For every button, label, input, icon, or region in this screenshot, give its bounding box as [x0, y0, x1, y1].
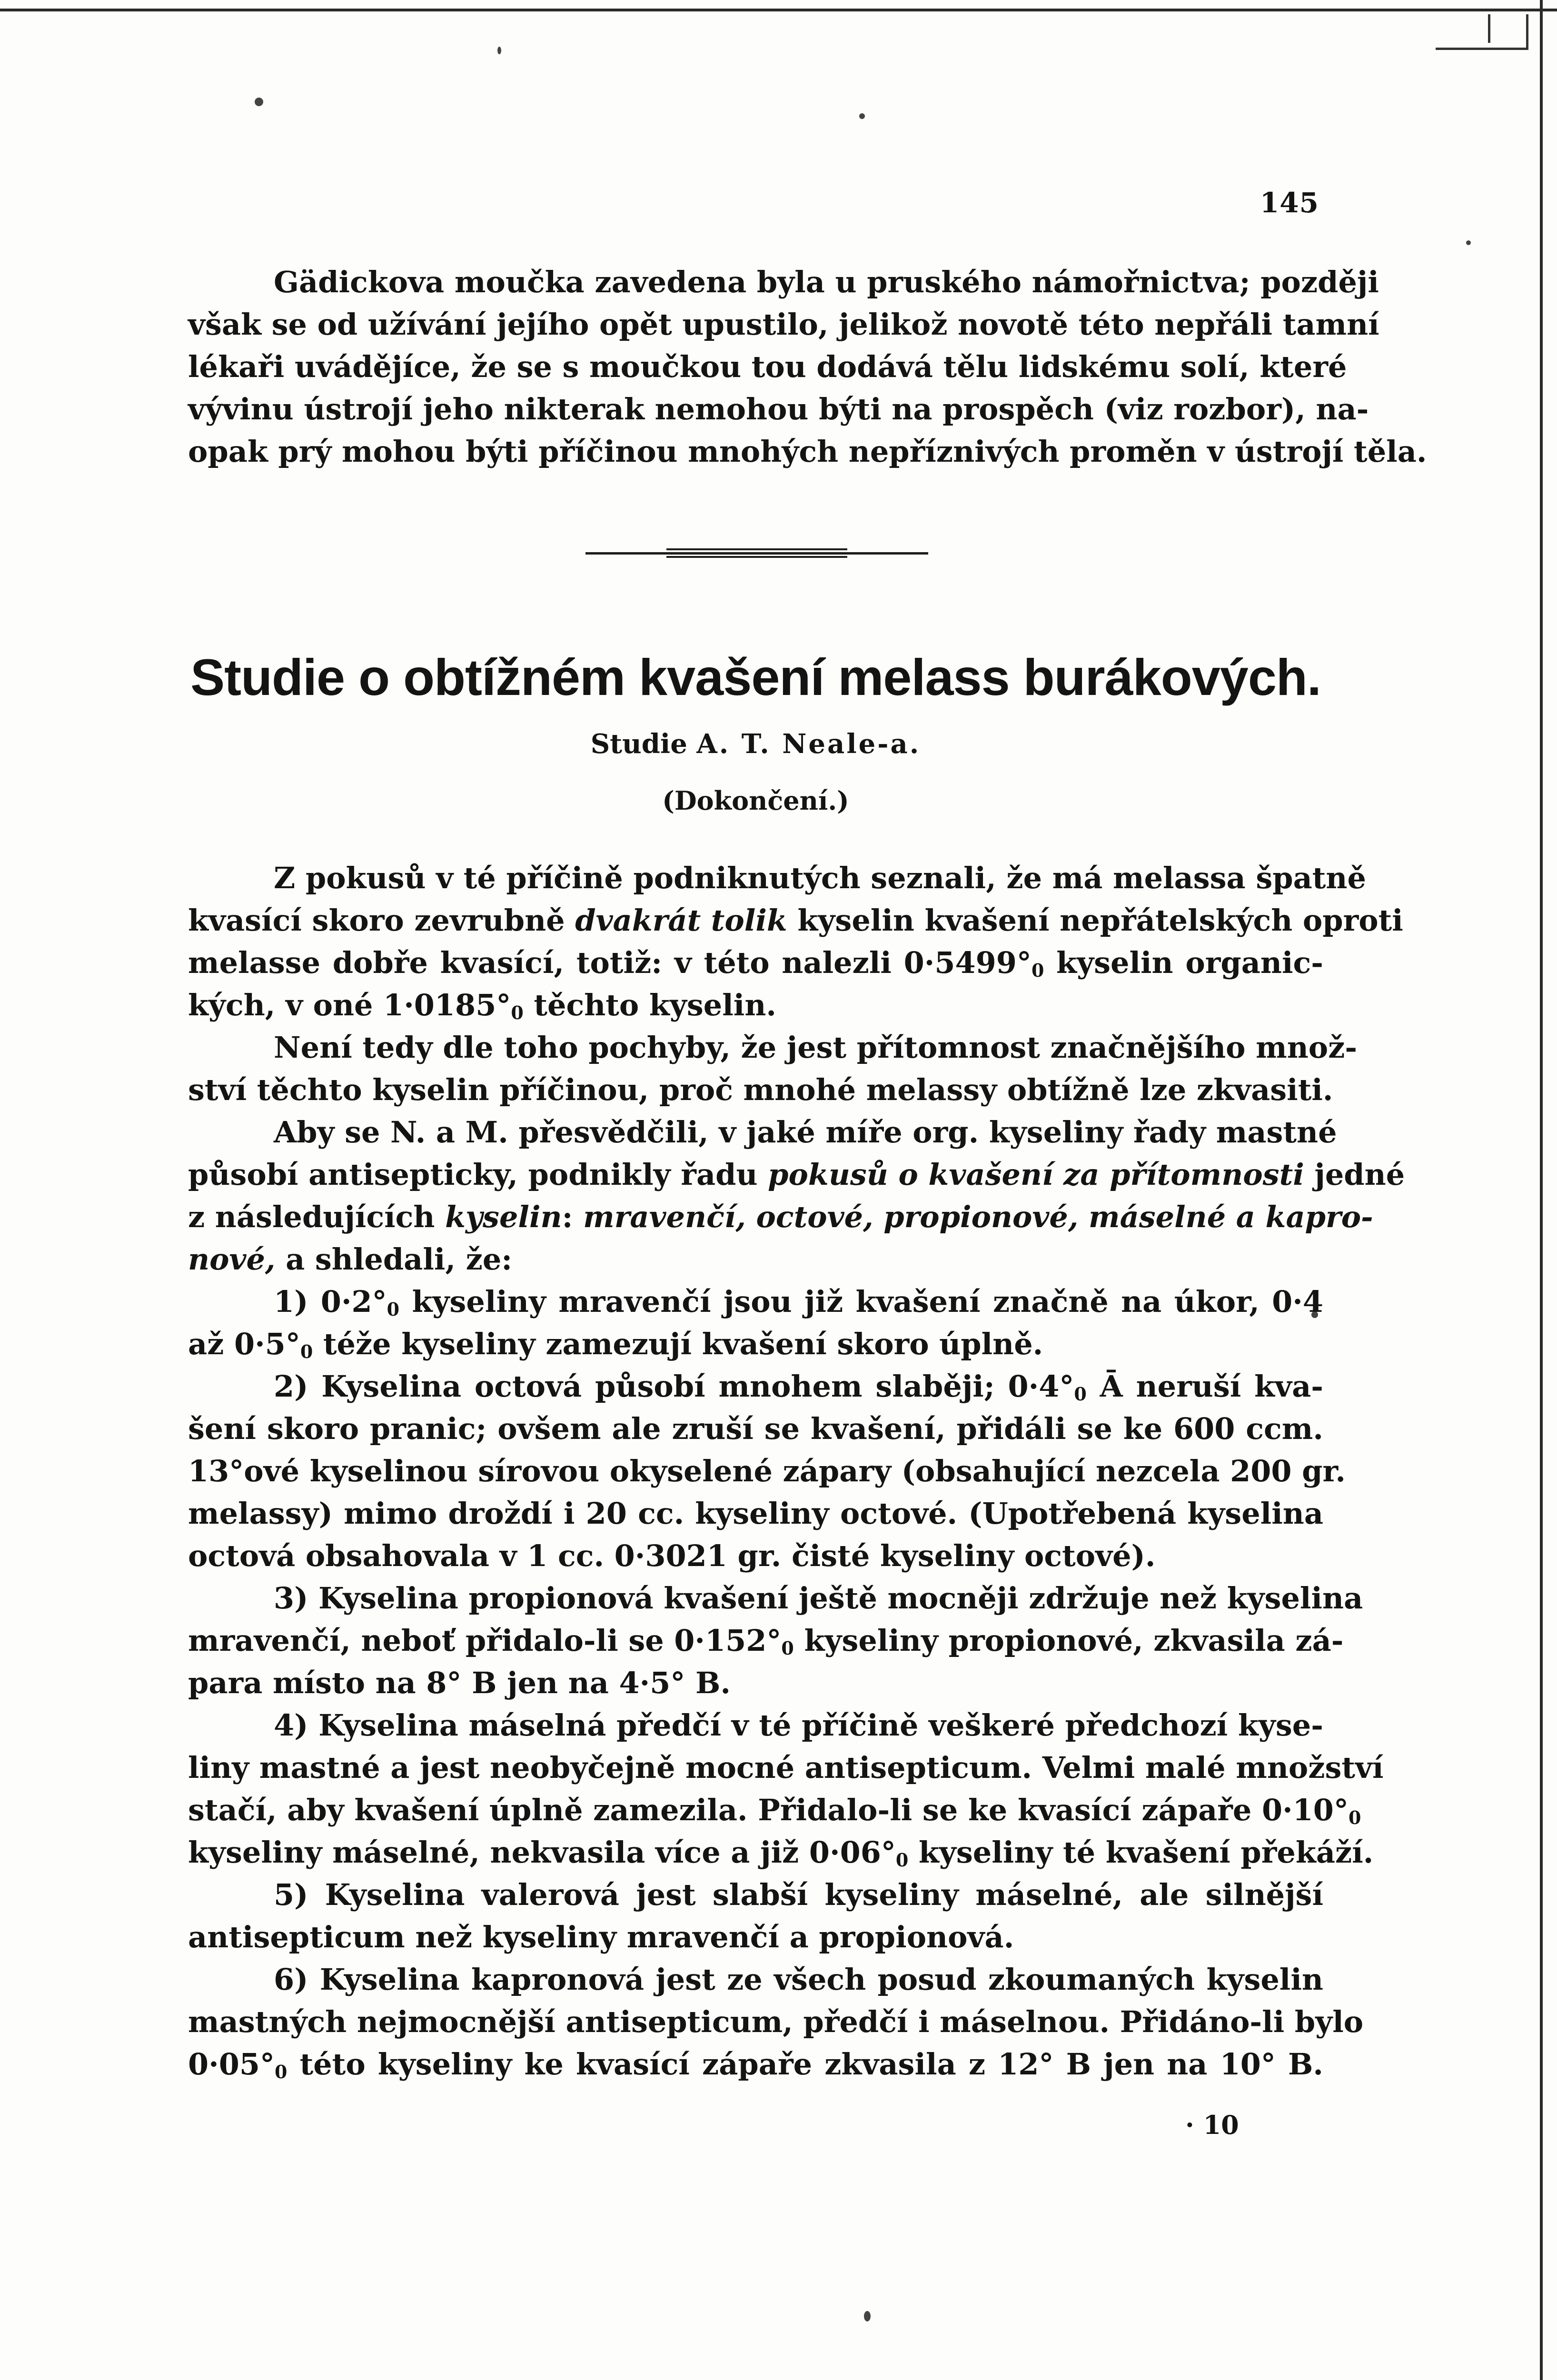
scan-speck	[255, 98, 263, 106]
text-line: Z pokusů v té příčině podniknutých seznali, že má melassa špatně	[274, 861, 1366, 895]
text-line: však se od užívání jejího opět upustilo, jelikož novotě této nepřáli tamní	[188, 307, 1379, 342]
text-line: 3) Kyselina propionová kvašení ještě mocněji zdržuje než kyselina	[274, 1581, 1363, 1616]
divider-rule	[585, 552, 928, 555]
article-title: Studie o obtížném kvašení melass burákových.	[190, 648, 1321, 706]
text-line: liny mastné a jest neobyčejně mocné antisepticum. Velmi malé množství	[188, 1750, 1384, 1785]
scan-corner-mark-2	[1488, 14, 1490, 43]
text-line: mastných nejmocnější antisepticum, předčí i máselnou. Přidáno-li bylo	[188, 2004, 1364, 2039]
text-line: Aby se N. a M. přesvědčili, v jaké míře org. kyseliny řady mastné	[274, 1115, 1337, 1150]
text-line: šení skoro pranic; ovšem ale zruší se kvašení, přidáli se ke 600 ccm.	[188, 1411, 1323, 1446]
text-line: opak prý mohou býti příčinou mnohých nepříznivých proměn v ústrojí těla.	[188, 434, 1427, 469]
text-line: ství těchto kyselin příčinou, proč mnohé melassy obtížně lze zkvasiti.	[188, 1072, 1333, 1107]
text-line: kyseliny máselné, nekvasila více a již $0\cdot 06^\circ_0$ kyseliny té kvašení překáží.	[188, 1835, 1374, 1871]
signature-mark: · 10	[1185, 2110, 1239, 2140]
text-line: 2) Kyselina octová působí mnohem slaběji; $0\cdot 4^\circ_0$ Ā neruší kva-	[274, 1369, 1323, 1405]
intro-paragraph	[188, 261, 1427, 473]
scan-speck	[859, 113, 865, 119]
byline-prefix: Studie	[590, 728, 687, 760]
text-line: mravenčí, neboť přidalo-li se $0\cdot 152^\circ_0$ kyseliny propionové, zkvasila zá-	[188, 1623, 1344, 1659]
emphasis: mravenčí, octové, propionové, máselné a kapro-	[583, 1200, 1373, 1234]
text-line: vývinu ústrojí jeho nikterak nemohou býti na prospěch (viz rozbor), na-	[188, 392, 1369, 426]
scan-speck	[497, 47, 501, 54]
text-line: para místo na 8° B jen na 4·5° B.	[188, 1666, 731, 1700]
emphasis: dvakrát tolik	[575, 903, 787, 938]
text-line: stačí, aby kvašení úplně zamezila. Přidalo-li se ke kvasící zápaře $0\cdot 10^\circ_0$	[188, 1793, 1361, 1828]
text-line: antisepticum než kyseliny mravenčí a propionová.	[188, 1920, 1014, 1954]
scan-speck	[864, 2311, 871, 2321]
divider-rule	[666, 556, 847, 558]
text-line: z následujících kyselin: mravenčí, octové, propionové, máselné a kapro-	[188, 1200, 1373, 1234]
text-line: $0\cdot 05^\circ_0$ této kyseliny ke kvasící zápaře zkvasila z 12° B jen na 10° B.	[188, 2047, 1323, 2082]
text-line: melassy) mimo droždí i 20 cc. kyseliny octové. (Upotřebená kyselina	[188, 1496, 1323, 1531]
text-line: nové, a shledali, že:	[188, 1242, 513, 1277]
emphasis: nové,	[188, 1242, 276, 1277]
text-line: až $0\cdot 5^\circ_0$ téže kyseliny zamezují kvašení skoro úplně.	[188, 1327, 1043, 1362]
scan-corner-mark	[1436, 14, 1528, 50]
text-line: Gädickova moučka zavedena byla u pruského námořnictva; později	[274, 265, 1379, 299]
scan-edge-top	[0, 9, 1557, 11]
text-line: 5) Kyselina valerová jest slabší kyseliny máselné, ale silnější	[274, 1877, 1323, 1912]
text-line: kvasící skoro zevrubně dvakrát tolik kyselin kvašení nepřátelských oproti	[188, 903, 1403, 938]
text-line: 13°ové kyselinou sírovou okyselené zápary (obsahující nezcela 200 gr.	[188, 1454, 1346, 1488]
text-line: 1) $0\cdot 2^\circ_0$ kyseliny mravenčí jsou již kvašení značně na úkor, 0·4	[274, 1284, 1323, 1320]
emphasis: pokusů o kvašení za přítomnosti	[768, 1157, 1304, 1192]
text-line: kých, v oné $1\cdot 0185^\circ_0$ těchto kyselin.	[188, 988, 776, 1023]
emphasis: kyselin	[445, 1200, 562, 1234]
article-body	[188, 857, 1405, 2085]
divider-rule	[666, 548, 847, 550]
byline-author: A. T. Neale-a.	[696, 728, 921, 760]
text-line: 6) Kyselina kapronová jest ze všech posud zkoumaných kyselin	[274, 1962, 1323, 1997]
text-line: působí antisepticky, podnikly řadu pokusů o kvašení za přítomnosti jedné	[188, 1157, 1405, 1192]
article-byline	[188, 728, 1323, 760]
scan-speck	[1466, 240, 1471, 245]
text-line: melasse dobře kvasící, totiž: v této nalezli $0\cdot 5499^\circ_0$ kyselin organic-	[188, 945, 1323, 981]
text-line: Není tedy dle toho pochyby, že jest přítomnost značnějšího množ-	[274, 1030, 1358, 1065]
text-line: 4) Kyselina máselná předčí v té příčině veškeré předchozí kyse-	[274, 1708, 1323, 1743]
text-line: lékaři uvádějíce, že se s moučkou tou dodává tělu lidskému solí, které	[188, 349, 1347, 384]
page-number: 145	[1259, 187, 1319, 219]
section-divider	[585, 543, 928, 562]
continued-note: (Dokončení.)	[662, 785, 849, 816]
text-line: octová obsahovala v 1 cc. 0·3021 gr. čisté kyseliny octové).	[188, 1538, 1156, 1573]
scan-edge-right	[1540, 0, 1543, 2380]
